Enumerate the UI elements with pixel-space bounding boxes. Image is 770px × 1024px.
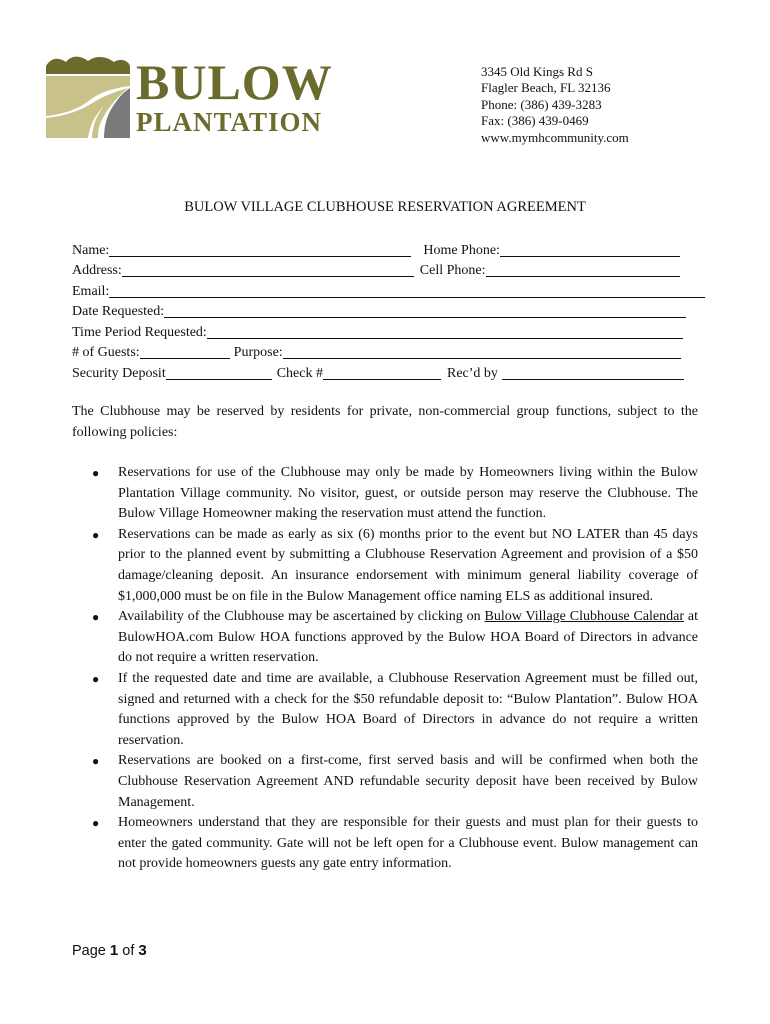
bullet-icon: ● [92, 527, 100, 542]
list-item [72, 669, 698, 751]
page-number-footer [72, 942, 147, 959]
policy-first-come: Reservations are booked on a first-come, first served basis and will be confirmed when both the Clubhouse Reservation Agreement AND refundable security deposit have been received by Bulow Management. [118, 753, 698, 810]
policy-guests-gate: Homeowners understand that they are responsible for their guests and must plan for their guests to enter the gated community. Gate will not be left open for a Clubhouse event. Bulow management can not provide homeowners guests any gate entry information. [118, 815, 698, 872]
intro-paragraph: The Clubhouse may be reserved by residents for private, non-commercial group functions, subject to the following policies: [72, 404, 698, 440]
total-pages: 3 [138, 942, 147, 959]
bullet-icon: ● [92, 816, 100, 831]
form-row-date [72, 300, 700, 321]
address-website: www.mymhcommunity.com [481, 129, 629, 145]
cell-phone-label: Cell Phone: [419, 263, 486, 278]
address-field[interactable] [122, 262, 414, 277]
address-phone: Phone: (386) 439-3283 [481, 96, 602, 112]
home-phone-label: Home Phone: [423, 242, 500, 258]
form-row-time [72, 320, 700, 341]
address-label: Address: [72, 263, 122, 278]
name-field[interactable] [109, 242, 411, 257]
list-item [72, 813, 698, 875]
policy-availability-post: at BulowHOA.com Bulow HOA functions approved by the Bulow HOA Board of Directors in advance do not require a written reservation. [118, 609, 699, 666]
date-requested-label: Date Requested: [72, 304, 165, 319]
list-item [72, 751, 698, 813]
logo-word-plantation: PLANTATION [136, 107, 323, 137]
policy-list [72, 463, 698, 875]
reservation-form [72, 238, 700, 382]
bullet-icon: ● [92, 754, 100, 769]
check-field[interactable] [323, 365, 441, 380]
guests-field[interactable] [140, 344, 230, 359]
time-period-label: Time Period Requested: [72, 324, 207, 340]
list-item [72, 607, 698, 669]
bulow-plantation-logo [44, 52, 364, 142]
policy-timing-deposit: Reservations can be made as early as six (6) months prior to the event but NO LATER than 45 days prior to the planned event by submitting a Clubhouse Reservation Agreement and provision of a $50 damage/cleaning deposit. An insurance endorsement with minimum general liability coverage of $1,000,000 must be on file in the Bulow Management office naming ELS as additional insured. [118, 526, 698, 604]
cell-phone-field[interactable] [486, 262, 680, 277]
address-fax: Fax: (386) 439-0469 [481, 113, 589, 129]
check-label: Check # [276, 365, 323, 381]
policy-agreement-submission: If the requested date and time are available, a Clubhouse Reservation Agreement must be filled out, signed and returned with a check for the $50 refundable deposit to: “Bulow Plantation”. Bulow HOA functions approved by the Bulow HOA Board of Directors in advance do not require a written reservation. [118, 670, 698, 748]
security-deposit-field[interactable] [166, 365, 272, 380]
home-phone-field[interactable] [500, 242, 680, 257]
logo-emblem-icon [44, 52, 134, 140]
page-word: Page [72, 943, 106, 959]
form-row-deposit [72, 361, 700, 382]
purpose-label: Purpose: [233, 345, 283, 360]
policy-availability-pre: Availability of the Clubhouse may be ascertained by clicking on [118, 609, 485, 625]
of-word: of [122, 943, 135, 959]
recd-by-field[interactable] [502, 365, 684, 380]
address-street: 3345 Old Kings Rd S [481, 64, 593, 79]
email-label: Email: [72, 283, 110, 299]
form-row-address [72, 259, 700, 280]
logo-word-bulow: BULOW [136, 54, 333, 110]
form-row-guests [72, 341, 700, 362]
bullet-icon: ● [92, 671, 100, 686]
date-requested-field[interactable] [164, 303, 686, 318]
bullet-icon: ● [92, 466, 100, 480]
address-city: Flagler Beach, FL 32136 [481, 80, 611, 96]
purpose-field[interactable] [283, 344, 681, 359]
time-period-field[interactable] [207, 324, 683, 339]
recd-by-label: Rec’d by [446, 365, 498, 381]
form-row-name [72, 238, 700, 259]
list-item [72, 525, 698, 607]
policy-homeowners-only: Reservations for use of the Clubhouse may only be made by Homeowners living within the Bulow Plantation Village community. No visitor, guest, or outside person may reserve the Clubhouse. The Bulow Village Homeowner making the reservation must attend the function. [118, 465, 698, 522]
document-title: BULOW VILLAGE CLUBHOUSE RESERVATION AGREEMENT [184, 199, 586, 215]
current-page: 1 [109, 942, 119, 959]
bullet-icon: ● [92, 610, 100, 625]
address-block [481, 64, 629, 146]
email-field[interactable] [109, 283, 705, 298]
name-label: Name: [72, 242, 110, 258]
form-row-email [72, 279, 700, 300]
guests-label: # of Guests: [72, 345, 140, 360]
security-deposit-label: Security Deposit [72, 365, 166, 381]
clubhouse-calendar-link[interactable]: Bulow Village Clubhouse Calendar [484, 609, 685, 625]
list-item [72, 463, 698, 525]
